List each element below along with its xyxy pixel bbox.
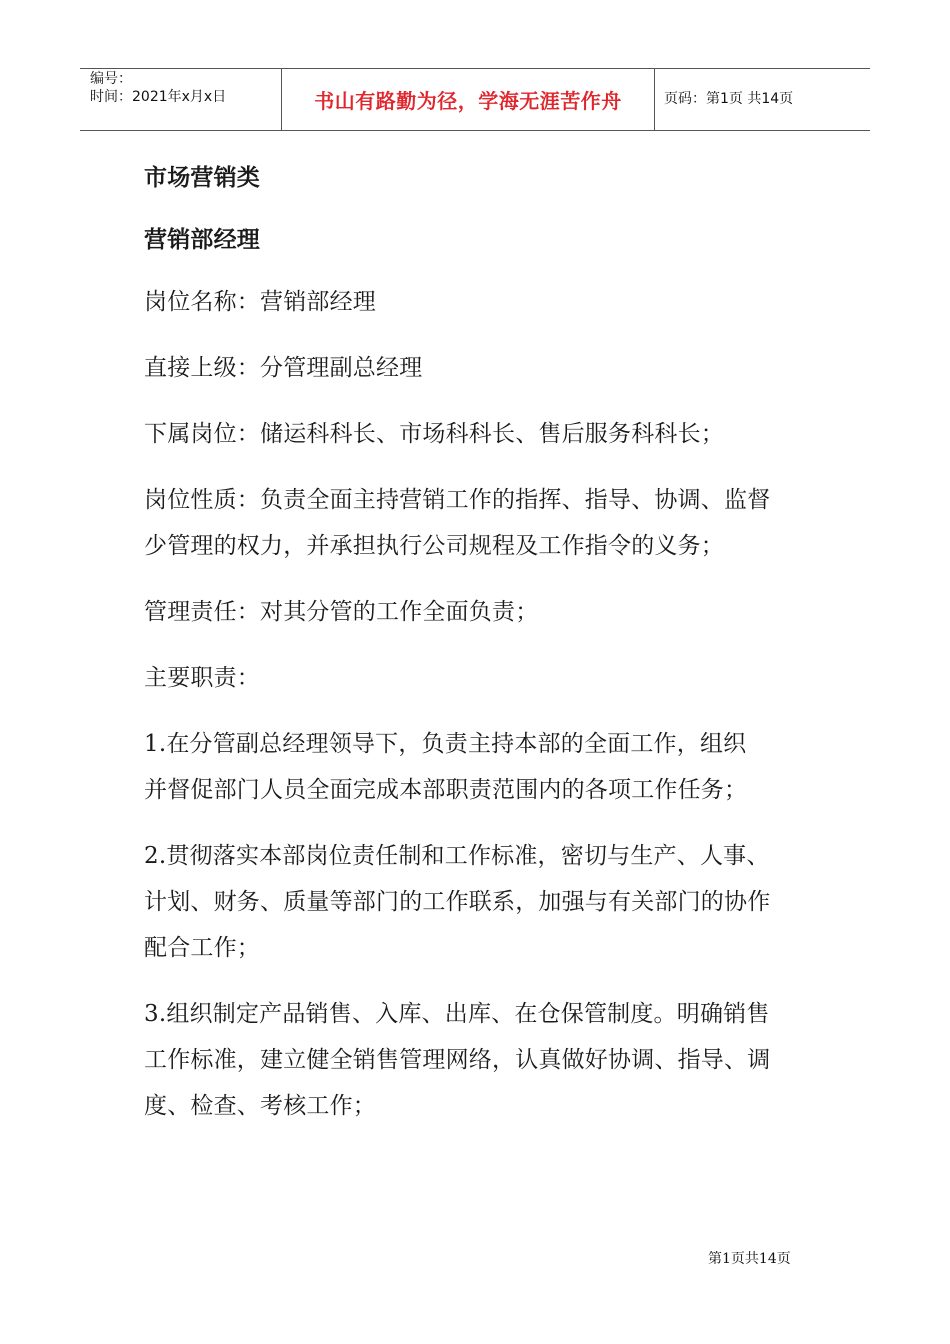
- paragraph-line: 主要职责：: [144, 665, 260, 691]
- paragraph-line: 少管理的权力，并承担执行公司规程及工作指令的义务；: [144, 533, 724, 559]
- doc-number-label: 编号：: [90, 71, 132, 87]
- paragraph-line: 3.组织制定产品销售、入库、出库、在仓保管制度。明确销售: [144, 1001, 770, 1027]
- paragraph-line: 并督促部门人员全面完成本部职责范围内的各项工作任务；: [144, 777, 748, 803]
- paragraph: [144, 477, 824, 569]
- paragraph-line: 配合工作；: [144, 935, 260, 961]
- paragraph-line: 管理责任：对其分管的工作全面负责；: [144, 599, 539, 625]
- paragraph-line: 下属岗位：储运科科长、市场科科长、售后服务科科长；: [144, 421, 724, 447]
- doc-date-label: 时间：2021年x月x日: [90, 89, 227, 105]
- position-title: 营销部经理: [144, 227, 260, 253]
- section-title: 市场营销类: [144, 165, 260, 191]
- page-footer: 第1页共14页: [708, 1251, 791, 1267]
- paragraph: [144, 991, 824, 1129]
- paragraph-line: 度、检查、考核工作；: [144, 1093, 376, 1119]
- paragraph: [144, 833, 824, 971]
- paragraph: [144, 721, 824, 813]
- header-page-info: 页码：第1页 共14页: [664, 91, 794, 107]
- paragraph-line: 岗位名称：营销部经理: [144, 289, 376, 315]
- paragraph-line: 岗位性质：负责全面主持营销工作的指挥、指导、协调、监督: [144, 487, 771, 513]
- paragraph: [144, 279, 824, 325]
- document-body: [144, 155, 824, 1149]
- paragraph-line: 2.贯彻落实本部岗位责任制和工作标准，密切与生产、人事、: [144, 843, 770, 869]
- paragraph: [144, 411, 824, 457]
- paragraph: [144, 345, 824, 391]
- paragraph-line: 工作标准，建立健全销售管理网络，认真做好协调、指导、调: [144, 1047, 771, 1073]
- header-meta-cell: [80, 69, 281, 130]
- motto-text: 书山有路勤为径，学海无涯苦作舟: [314, 89, 622, 113]
- header-motto-cell: [281, 69, 655, 130]
- paragraph: [144, 589, 824, 635]
- paragraph: [144, 655, 824, 701]
- paragraph-line: 计划、财务、质量等部门的工作联系，加强与有关部门的协作: [144, 889, 771, 915]
- header-table: [80, 68, 870, 131]
- paragraph-line: 直接上级：分管理副总经理: [144, 355, 423, 381]
- header-page-cell: [654, 69, 870, 130]
- paragraph-list: [144, 279, 824, 1129]
- paragraph-line: 1.在分管副总经理领导下，负责主持本部的全面工作，组织: [144, 731, 747, 757]
